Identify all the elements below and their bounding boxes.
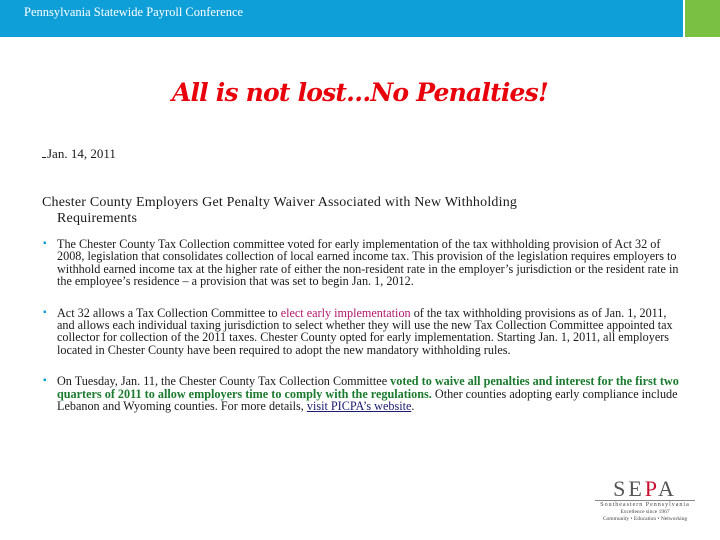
header-title: Pennsylvania Statewide Payroll Conference xyxy=(24,5,244,19)
picpa-website-link[interactable]: visit PICPA’s website xyxy=(306,399,412,414)
penalty-waiver-highlight: voted to waive all penalties and interest for the first two quarters of 2011 to allow employers time to comply with the regulations. xyxy=(57,374,679,401)
logo-accent-letter: P xyxy=(644,476,658,501)
logo-letters: SEPA xyxy=(613,476,677,501)
logo-subtitle: Southeastern Pennsylvania xyxy=(600,502,690,508)
bullet-text-pre: Act 32 allows a Tax Collection Committee to xyxy=(57,305,281,320)
bullet-text-pre: On Tuesday, Jan. 11, the Chester County Tax Collection Committee xyxy=(57,374,391,389)
early-implementation-highlight: elect early implementation xyxy=(280,305,411,320)
sepa-logo xyxy=(585,478,705,538)
bullet-text: The Chester County Tax Collection committee voted for early implementation of the tax withholding provision of Act 32 of 2008, legislation that consolidates collection of local earned income tax. This provision of the legislation requires employers to withhold earned income tax at the higher rate of either the non-resident rate in the employer’s jurisdiction or the resident rate in the employee’s residence – a provision that was set to begin Jan. 1, 2012. xyxy=(57,237,679,289)
accent-block xyxy=(685,0,720,37)
date-marker xyxy=(42,157,46,158)
headline-line-2: Requirements xyxy=(57,211,138,226)
bullet-dot-icon: ▪ xyxy=(43,306,47,318)
bullet-dot-icon: ▪ xyxy=(43,375,47,387)
headline-line-1: Chester County Employers Get Penalty Waiver Associated with New Withholding xyxy=(42,195,518,210)
bullet-text-post: . xyxy=(411,399,415,414)
bullet-item-1 xyxy=(42,238,682,288)
date-text: Jan. 14, 2011 xyxy=(47,146,116,161)
slide-title: All is not lost…No Penalties! xyxy=(171,78,549,107)
bullet-text-post: of the tax withholding provisions as of Jan. 1, 2011, and allows each individual taxing jurisdiction to select whether they will use the new Tax Collection Committee appointed tax collector for collection of the 2011 taxes. Chester County opted for early implementation. Starting Jan. 1, 2011, all employers located in Chester County have been required to adopt the new mandatory withholding rules. xyxy=(57,305,673,357)
bullet-text-mid: Other counties adopting early compliance include Lebanon and Wyoming counties. For more details, xyxy=(57,386,678,414)
logo-since: Excellence since 1967 xyxy=(620,509,670,515)
logo-tagline: Community • Education • Networking xyxy=(602,516,688,522)
bullet-dot-icon: ▪ xyxy=(43,238,47,249)
header-bar xyxy=(0,0,683,37)
article-date xyxy=(42,146,116,162)
article-headline xyxy=(42,195,642,227)
bullet-item-2 xyxy=(42,307,682,357)
bullet-item-3 xyxy=(42,375,682,412)
bullet-list xyxy=(42,238,682,431)
